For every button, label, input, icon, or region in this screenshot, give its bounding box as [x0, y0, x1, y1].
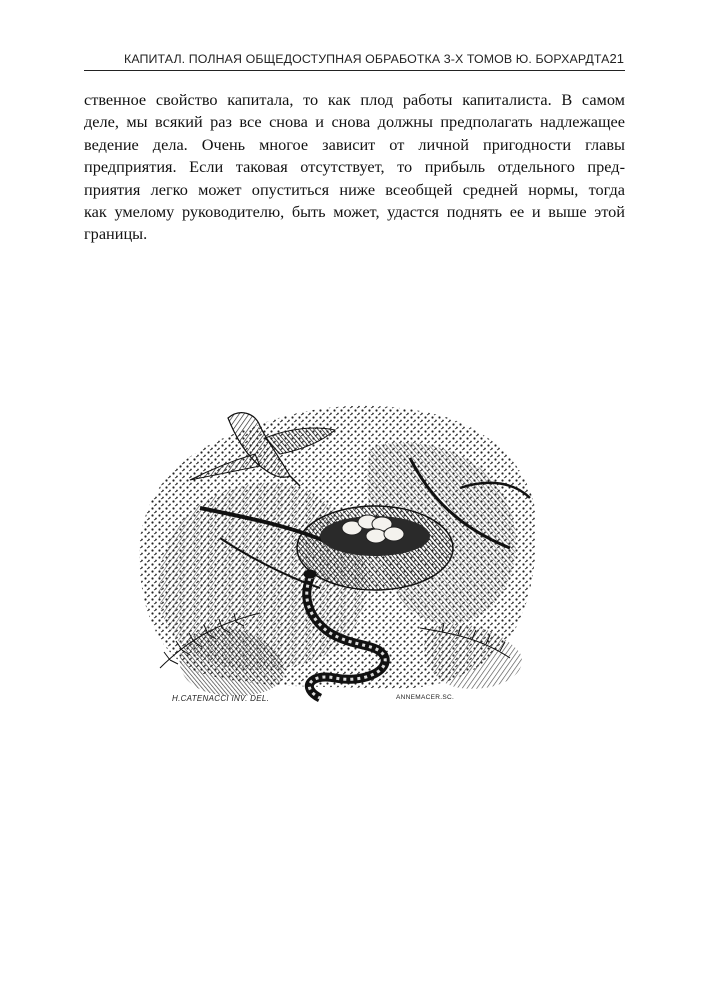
running-title: КАПИТАЛ. ПОЛНАЯ ОБЩЕДОСТУПНАЯ ОБРАБОТКА 3-Х ТОМОВ Ю. БОРХАРДТА	[124, 52, 610, 66]
nest	[297, 506, 453, 590]
page-number: 21	[609, 51, 624, 66]
text-line: как умелому руководителю, быть может, удастся поднять ее и выше этой	[84, 201, 625, 221]
body-paragraph	[84, 89, 625, 246]
text-line: приятия легко может опуститься ниже всеобщей средней нормы, тогда	[84, 179, 625, 199]
running-header	[84, 46, 625, 71]
text-line: границы.	[84, 224, 148, 244]
text-line: ственное свойство капитала, то как плод работы капиталиста. В самом	[84, 90, 625, 109]
text-line: деле, мы всякий раз все снова и снова должны предполагать надлежащее	[84, 112, 625, 132]
engraver-signature-right: ANNEMACER.SC.	[396, 694, 455, 701]
engraver-signature-left: H.CATENACCI INV. DEL.	[172, 694, 270, 703]
text-line: ведение дела. Очень многое зависит от личной пригодности главы	[84, 134, 625, 154]
engraving-illustration	[130, 388, 540, 710]
text-line: предприятия. Если таковая отсутствует, то прибыль отдельного пред-	[84, 157, 625, 177]
